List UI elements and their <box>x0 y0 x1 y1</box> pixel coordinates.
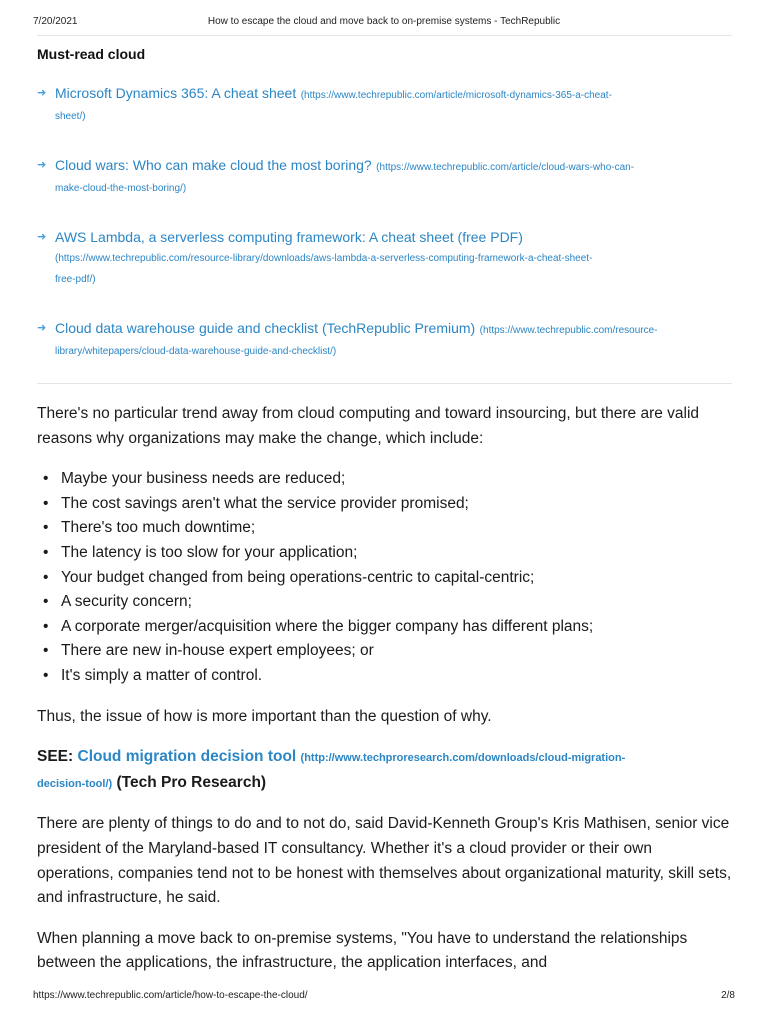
must-read-link-url[interactable]: (https://www.techrepublic.com/resource-library/downloads/aws-lambda-a-serverless-computing-framework-a-cheat-sheet- free-pdf/) <box>55 253 593 285</box>
must-read-item[interactable] <box>37 156 732 198</box>
see-link-url[interactable]: (http://www.techproresearch.com/downloads/cloud-migration- decision-tool/) <box>37 752 626 790</box>
bullet-icon: • <box>43 666 49 684</box>
bullet-icon: • <box>43 593 49 611</box>
planning-paragraph: When planning a move back to on-premise systems, "You have to understand the relationships between the applications, the infrastructure, the application interfaces, and <box>37 929 688 972</box>
bullet-icon: • <box>43 470 49 488</box>
must-read-item[interactable] <box>37 228 732 289</box>
print-date: 7/20/2021 <box>33 16 78 27</box>
must-read-link-url[interactable]: (https://www.techrepublic.com/article/microsoft-dynamics-365-a-cheat- sheet/) <box>55 90 612 122</box>
intro-paragraph: There's no particular trend away from cloud computing and toward insourcing, but there are valid reasons why organizations may make the change, which include: <box>37 405 700 447</box>
bullet-icon: • <box>43 568 49 586</box>
must-read-link-url[interactable]: (https://www.techrepublic.com/article/cloud-wars-who-can- make-cloud-the-most-boring/) <box>55 162 635 194</box>
bullet-icon: • <box>43 617 49 635</box>
list-item: • There are new in-house expert employees; or <box>37 639 732 664</box>
must-read-item[interactable] <box>37 319 732 361</box>
list-item: • The latency is too slow for your application; <box>37 541 732 566</box>
article-content <box>37 35 732 976</box>
see-also <box>37 745 732 796</box>
list-item: • It's simply a matter of control. <box>37 664 732 689</box>
must-read-link-title[interactable]: Cloud wars: Who can make cloud the most boring? <box>55 157 372 173</box>
see-label: SEE: <box>37 748 74 766</box>
list-item: • There's too much downtime; <box>37 516 732 541</box>
list-item: • The cost savings aren't what the service provider promised; <box>37 492 732 517</box>
page-number: 2/8 <box>721 990 735 1001</box>
list-item: • Your budget changed from being operations-centric to capital-centric; <box>37 566 732 591</box>
arrow-right-icon: ➜ <box>37 159 47 171</box>
print-header <box>33 16 735 30</box>
print-url: https://www.techrepublic.com/article/how-to-escape-the-cloud/ <box>33 990 308 1001</box>
list-item: • A corporate merger/acquisition where the bigger company has different plans; <box>37 615 732 640</box>
must-read-link-title[interactable]: AWS Lambda, a serverless computing framework: A cheat sheet (free PDF) <box>55 229 523 245</box>
list-item: • Maybe your business needs are reduced; <box>37 467 732 492</box>
arrow-right-icon: ➜ <box>37 322 47 334</box>
must-read-box <box>37 35 732 384</box>
mathisen-paragraph: There are plenty of things to do and to not do, said David-Kenneth Group's Kris Mathisen, senior vice president of the Maryland-based IT consultancy. Whether it's a cloud provider or their own operations, companies tend not to be honest with themselves about organizational maturity, skill sets, and infrastructure, he said. <box>37 815 732 907</box>
bullet-icon: • <box>43 519 49 537</box>
bullet-icon: • <box>43 543 49 561</box>
print-page-title: How to escape the cloud and move back to on-premise systems - TechRepublic <box>207 16 561 27</box>
reasons-list <box>37 467 732 688</box>
arrow-right-icon: ➜ <box>37 231 47 243</box>
bullet-icon: • <box>43 494 49 512</box>
see-link[interactable]: Cloud migration decision tool <box>77 748 297 766</box>
must-read-item[interactable] <box>37 84 732 126</box>
thus-paragraph: Thus, the issue of how is more important than the question of why. <box>37 707 492 725</box>
must-read-heading: Must-read cloud <box>37 46 146 62</box>
print-footer <box>33 990 735 1004</box>
see-source: (Tech Pro Research) <box>116 773 267 791</box>
arrow-right-icon: ➜ <box>37 87 47 99</box>
list-item: • A security concern; <box>37 590 732 615</box>
must-read-link-title[interactable]: Microsoft Dynamics 365: A cheat sheet <box>55 85 297 101</box>
bullet-icon: • <box>43 642 49 660</box>
must-read-link-url[interactable]: (https://www.techrepublic.com/resource- library/whitepapers/cloud-data-warehouse-guide-and-checklist/) <box>55 325 658 357</box>
must-read-link-title[interactable]: Cloud data warehouse guide and checklist (TechRepublic Premium) <box>55 320 476 336</box>
